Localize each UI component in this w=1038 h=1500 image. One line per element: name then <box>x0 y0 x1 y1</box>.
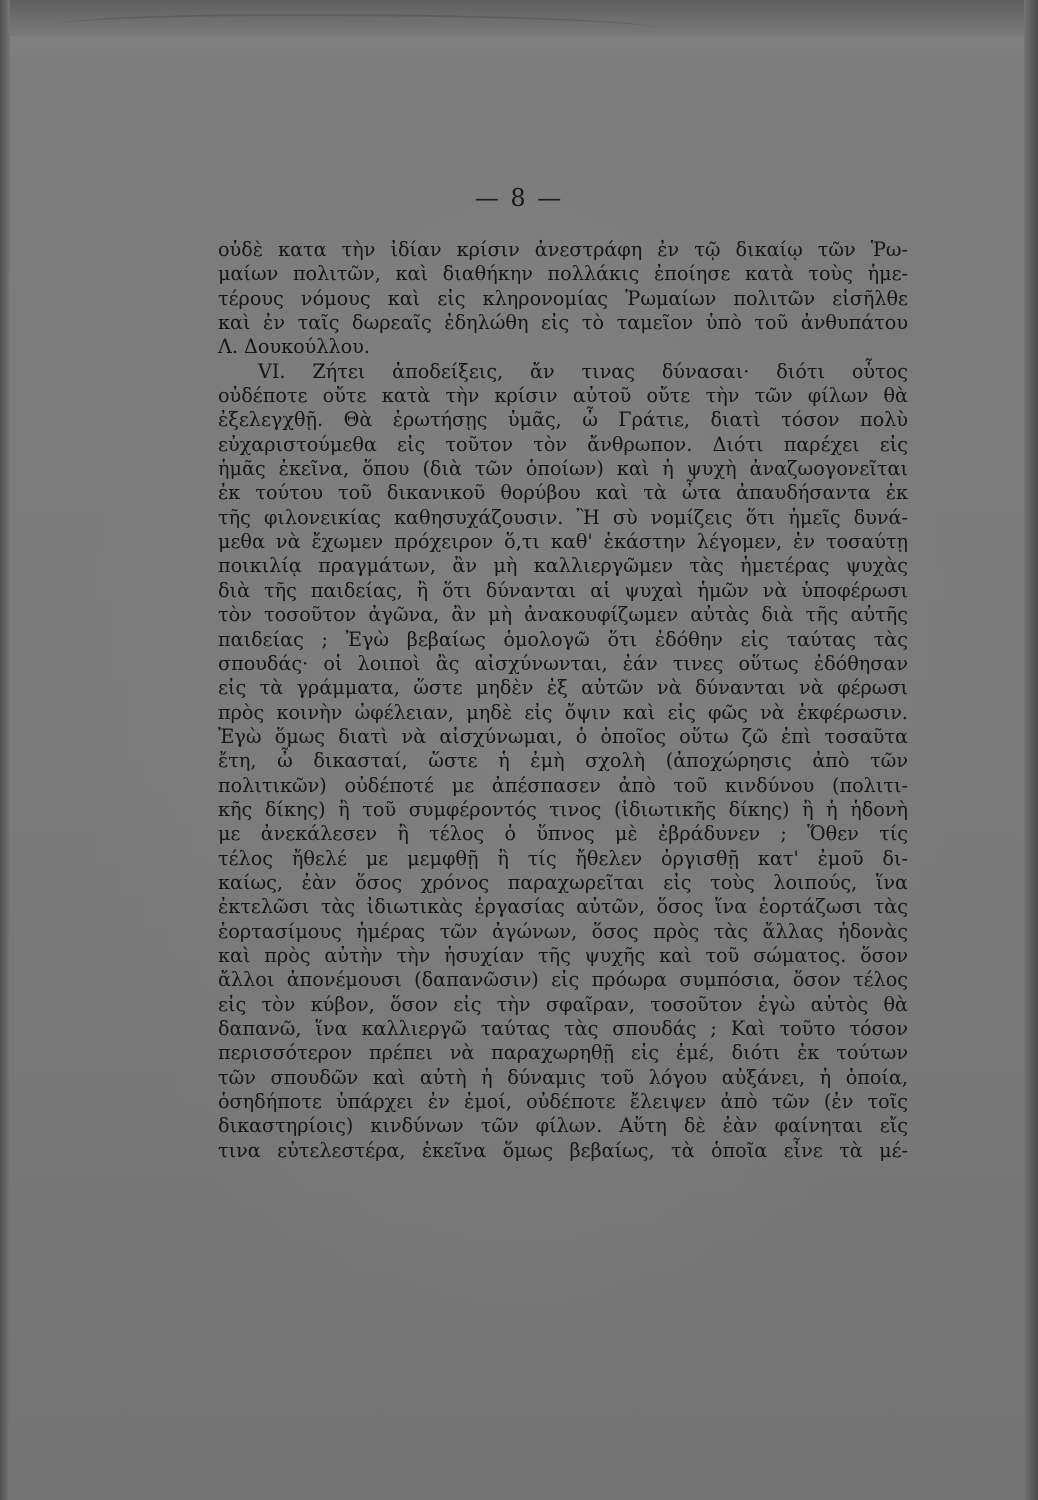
text-line: ἑορτασίμους ἡμέρας τῶν ἀγώνων, ὅσος πρὸς τὰς ἄλλας ἡδονὰς <box>218 919 908 943</box>
section-heading-line: VI. Ζήτει ἀποδείξεις, ἄν τινας δύνασαι· διότι οὗτος <box>258 359 908 383</box>
text-line: ἡμᾶς ἐκεῖνα, ὅπου (διὰ τῶν ὁποίων) καὶ ἡ ψυχὴ ἀναζωογονεῖται <box>218 457 908 481</box>
text-line: ἐξελεγχθῇ. Θὰ ἐρωτήσῃς ὑμᾶς, ὦ Γράτιε, διατὶ τόσον πολὺ <box>218 408 908 432</box>
text-line: Ἐγὼ ὅμως διατὶ νὰ αἰσχύνωμαι, ὁ ὁποῖος οὕτω ζῶ ἐπὶ τοσαῦτα <box>218 724 908 748</box>
text-line: ποικιλίᾳ πραγμάτων, ἂν μὴ καλλιεργῶμεν τὰς ἡμετέρας ψυχὰς <box>218 554 908 578</box>
text-line: τέρους νόμους καὶ εἰς κληρονομίας Ῥωμαίων πολιτῶν εἰσῆλθε <box>218 286 908 310</box>
text-line: τὸν τοσοῦτον ἀγῶνα, ἂν μὴ ἀνακουφίζωμεν αὐτὰς διὰ τῆς αὐτῆς <box>218 603 908 627</box>
text-line: τέλος ἤθελέ με μεμφθῇ ἢ τίς ἤθελεν ὀργισθῇ κατ' ἐμοῦ δι- <box>218 846 908 870</box>
text-line: ἐκ τούτου τοῦ δικανικοῦ θορύβου καὶ τὰ ὦτα ἀπαυδήσαντα ἐκ <box>218 481 908 505</box>
text-line: εὐχαριστούμεθα εἰς τοῦτον τὸν ἄνθρωπον. Διότι παρέχει εἰς <box>218 432 908 456</box>
text-line: οὐδὲ κατα τὴν ἰδίαν κρίσιν ἀνεστράφη ἐν τῷ δικαίῳ τῶν Ῥω- <box>218 238 908 261</box>
text-line: τῆς φιλονεικίας καθησυχάζουσιν. Ἢ σὺ νομίζεις ὅτι ἡμεῖς δυνά- <box>218 505 908 529</box>
page-left-edge <box>0 0 10 1500</box>
text-line: τῶν σπουδῶν καὶ αὐτὴ ἡ δύναμις τοῦ λόγου αὐξάνει, ἡ ὁποία, <box>218 1065 908 1089</box>
text-line: παιδείας ; Ἐγὼ βεβαίως ὁμολογῶ ὅτι ἐδόθην εἰς ταύτας τὰς <box>218 627 908 651</box>
text-line: δαπανῶ, ἵνα καλλιεργῶ ταύτας τὰς σπουδάς ; Καὶ τοῦτο τόσον <box>218 1017 908 1040</box>
text-line: ἐκτελῶσι τὰς ἰδιωτικὰς ἐργασίας αὐτῶν, ὅσος ἵνα ἑορτάζωσι τὰς <box>218 895 908 919</box>
text-line: διὰ τῆς παιδείας, ἢ ὅτι δύνανται αἱ ψυχαὶ ἡμῶν νὰ ὑποφέρωσι <box>218 578 908 602</box>
page-right-edge <box>1024 0 1038 1500</box>
text-line: σπουδάς· οἱ λοιποὶ ἂς αἰσχύνωνται, ἐάν τινες οὕτως ἐδόθησαν <box>218 651 908 675</box>
text-line: ἔτη, ὦ δικασταί, ὥστε ἡ ἐμὴ σχολὴ (ἀποχώρησις ἀπὸ τῶν <box>218 749 908 773</box>
text-line: ἄλλοι ἀπονέμουσι (δαπανῶσιν) εἰς πρόωρα συμπόσια, ὅσον τέλος <box>218 968 908 992</box>
text-line: με ἀνεκάλεσεν ἢ τέλος ὁ ὕπνος μὲ ἐβράδυνεν ; Ὅθεν τίς <box>218 822 908 846</box>
text-line: δικαστηρίοις) κινδύνων τῶν φίλων. Αὕτη δὲ ἐὰν φαίνηται εἴς <box>218 1114 908 1138</box>
text-line: Λ. Δουκούλλου. <box>218 335 370 359</box>
text-line: εἰς τὰ γράμματα, ὥστε μηδὲν ἐξ αὐτῶν νὰ δύνανται νὰ φέρωσι <box>218 676 908 700</box>
text-line: οὐδέποτε οὔτε κατὰ τὴν κρίσιν αὐτοῦ οὔτε τὴν τῶν φίλων θὰ <box>218 384 908 408</box>
text-line: τινα εὐτελεστέρα, ἐκεῖνα ὅμως βεβαίως, τὰ ὁποῖα εἶνε τὰ μέ- <box>218 1138 908 1162</box>
text-line: εἰς τὸν κύβον, ὅσον εἰς τὴν σφαῖραν, τοσοῦτον ἐγὼ αὐτὸς θὰ <box>218 992 908 1016</box>
text-line: κῆς δίκης) ἢ τοῦ συμφέροντός τινος (ἰδιωτικῆς δίκης) ἢ ἡ ἡδονὴ <box>218 797 908 821</box>
text-line: καὶ ἐν ταῖς δωρεαῖς ἐδηλώθη εἰς τὸ ταμεῖον ὑπὸ τοῦ ἀνθυπάτου <box>218 311 908 335</box>
text-line: μεθα νὰ ἔχωμεν πρόχειρον ὅ,τι καθ' ἑκάστην λέγομεν, ἐν τοσαύτῃ <box>218 530 908 554</box>
text-line: περισσότερον πρέπει νὰ παραχωρηθῇ εἰς ἐμέ, διότι ἐκ τούτων <box>218 1041 908 1065</box>
text-line: πολιτικῶν) οὐδέποτέ με ἀπέσπασεν ἀπὸ τοῦ κινδύνου (πολιτι- <box>218 773 908 797</box>
text-line: πρὸς κοινὴν ὠφέλειαν, μηδὲ εἰς ὄψιν καὶ εἰς φῶς νὰ ἐκφέρωσιν. <box>218 700 908 724</box>
text-line: καίως, ἐὰν ὅσος χρόνος παραχωρεῖται εἰς τοὺς λοιπούς, ἵνα <box>218 870 908 894</box>
text-line: μαίων πολιτῶν, καὶ διαθήκην πολλάκις ἐποίησε κατὰ τοὺς ἡμε- <box>218 262 908 286</box>
text-line: καὶ πρὸς αὐτὴν τὴν ἡσυχίαν τῆς ψυχῆς καὶ τοῦ σώματος. ὅσον <box>218 943 908 967</box>
page-number: — 8 — <box>474 184 564 212</box>
text-line: ὁσηδήποτε ὑπάρχει ἐν ἐμοί, οὐδέποτε ἔλειψεν ἀπὸ τῶν (ἐν τοῖς <box>218 1090 908 1114</box>
body-text <box>218 238 908 1163</box>
